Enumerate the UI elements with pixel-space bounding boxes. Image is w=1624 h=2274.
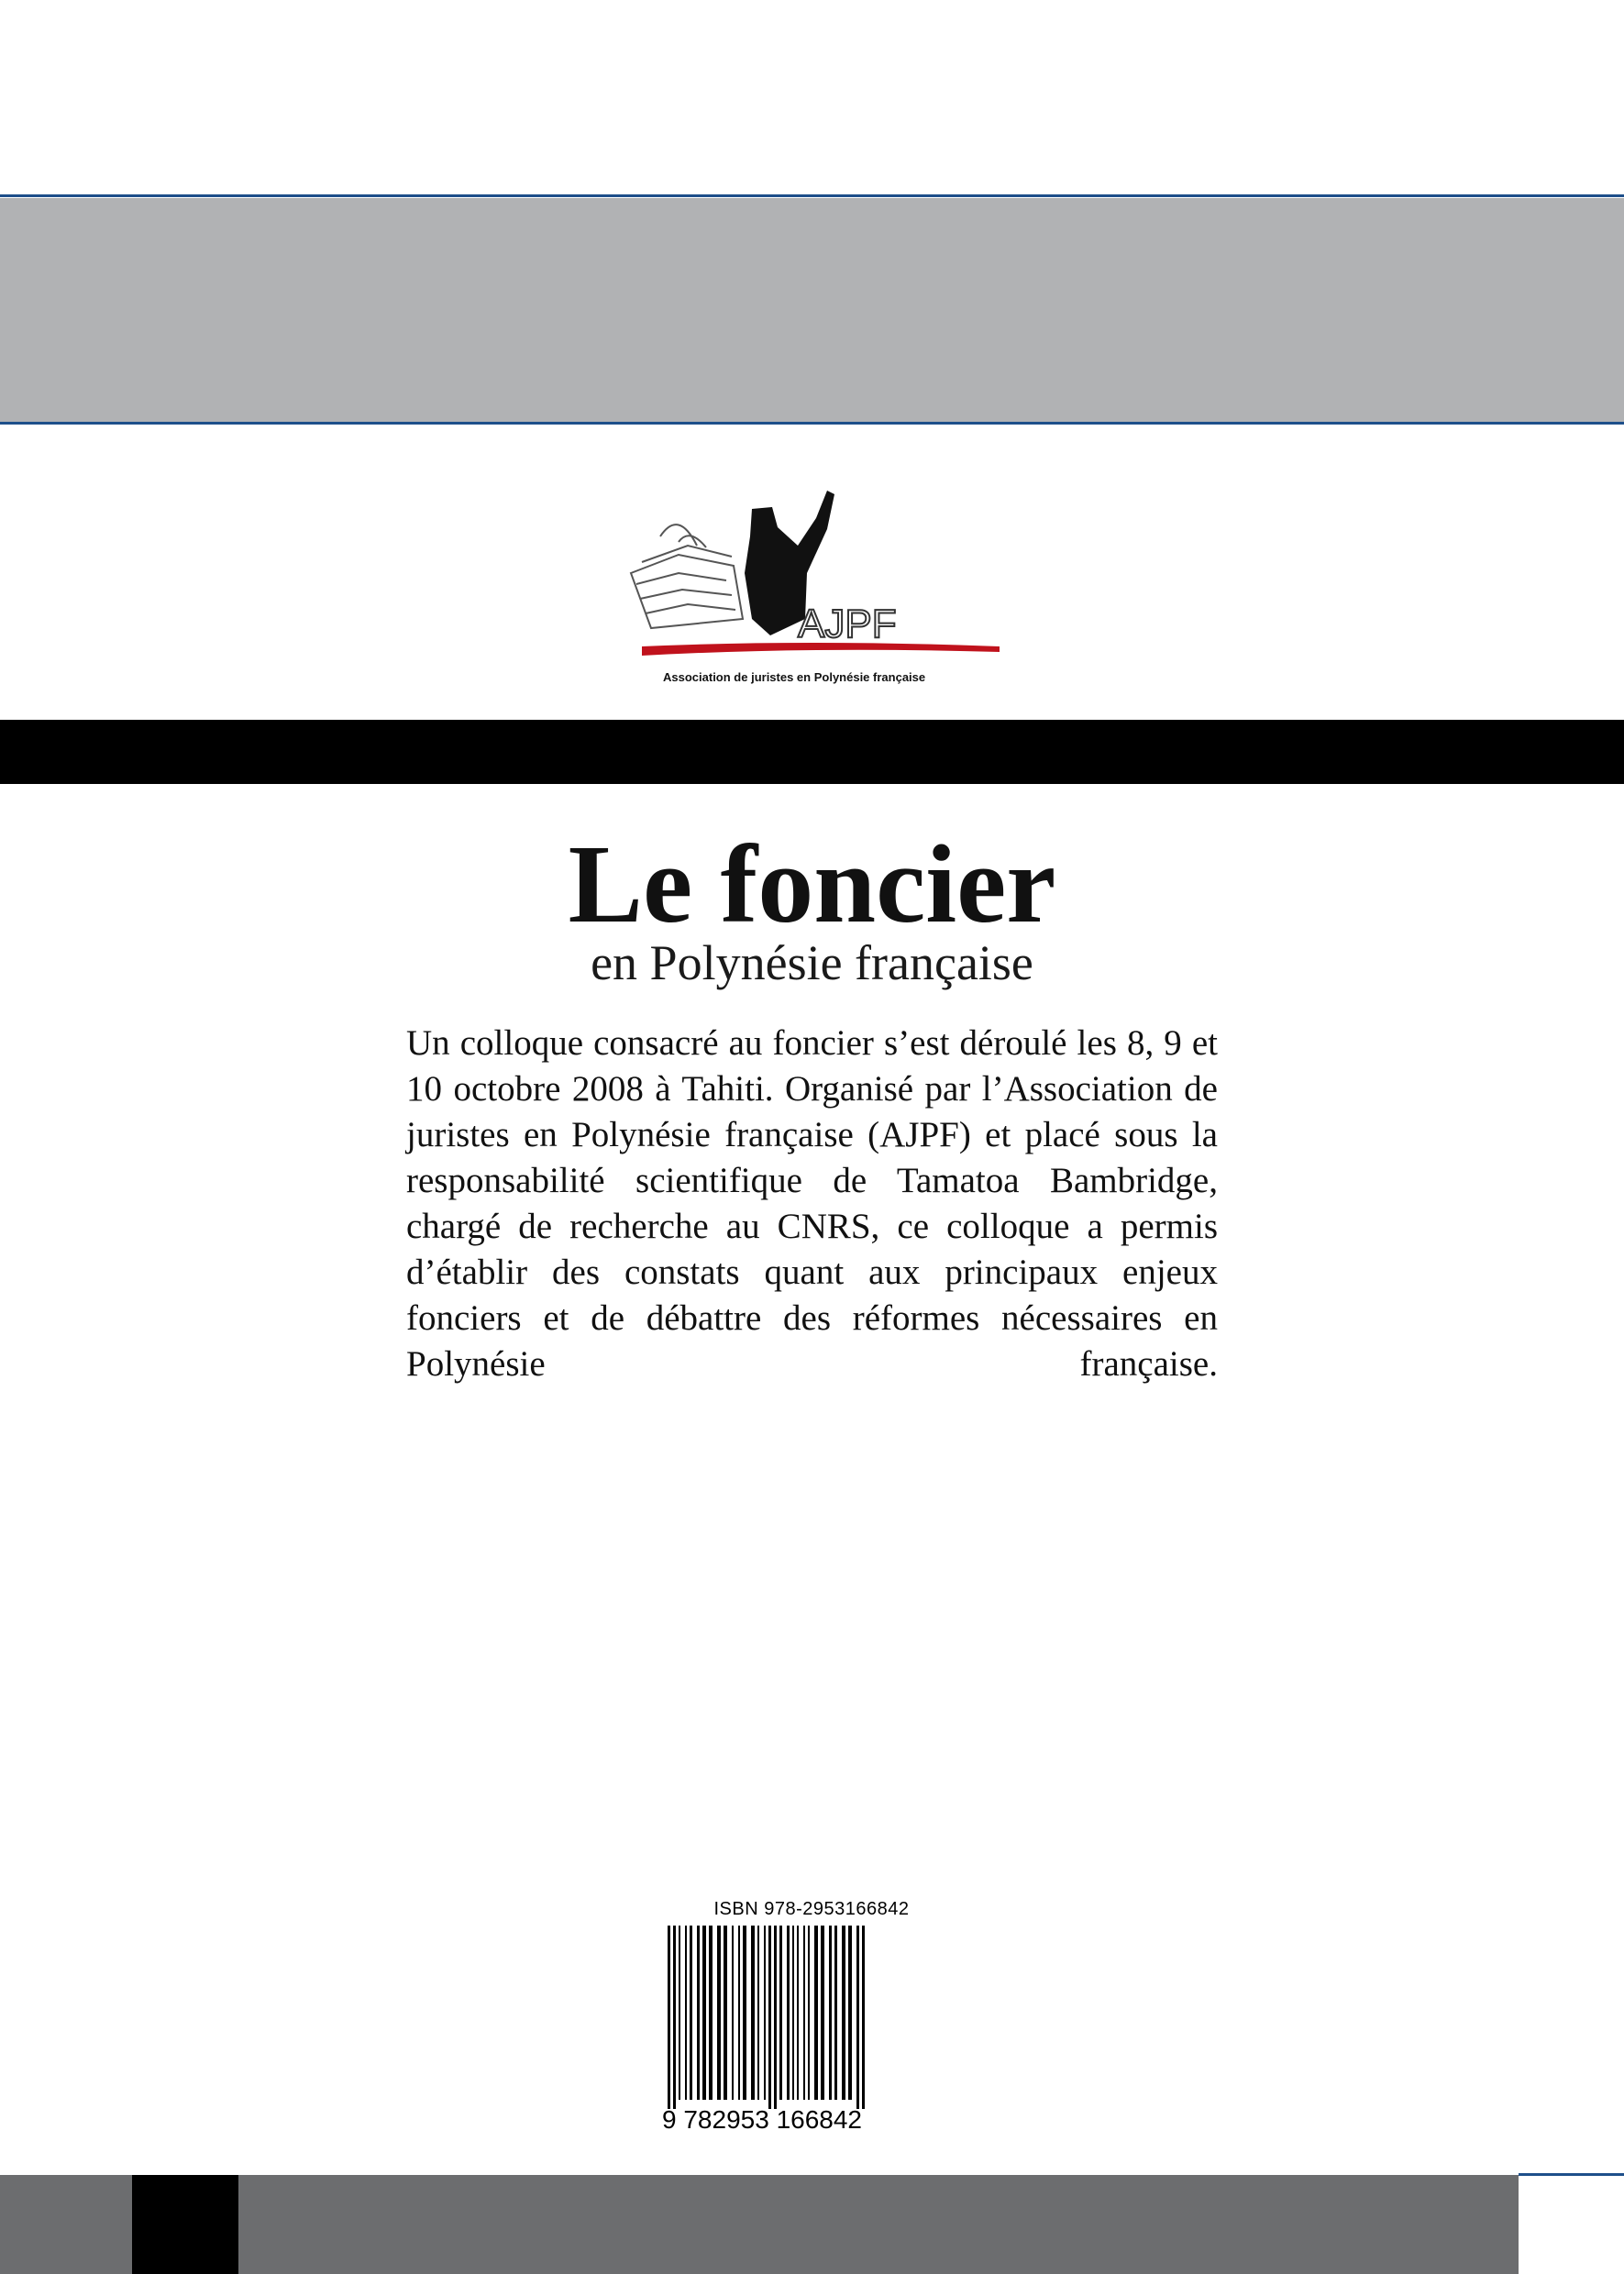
barcode-bar xyxy=(768,1926,771,2109)
barcode-bar xyxy=(779,1926,782,2100)
barcode-bar xyxy=(792,1926,794,2100)
barcode-bar xyxy=(814,1926,818,2100)
book-title: Le foncier xyxy=(568,822,1056,946)
barcode-bar xyxy=(821,1926,824,2100)
barcode-bar xyxy=(751,1926,755,2100)
logo-caption: Association de juristes en Polynésie française xyxy=(663,670,926,684)
barcode-bar xyxy=(702,1926,706,2100)
top-gray-band xyxy=(0,198,1624,422)
logo-letters: AJPF xyxy=(798,602,897,646)
barcode-bar xyxy=(829,1926,832,2100)
barcode-bar xyxy=(724,1926,727,2100)
barcode-bar xyxy=(757,1926,759,2100)
bottom-right-rule xyxy=(1519,2173,1624,2176)
barcode-bar xyxy=(774,1926,777,2109)
barcode-bar xyxy=(787,1926,790,2100)
barcode-bar xyxy=(848,1926,852,2100)
barcode-bar xyxy=(808,1926,810,2100)
barcode-bar xyxy=(842,1926,845,2100)
ajpf-logo xyxy=(624,481,1018,692)
isbn-label: ISBN 978-2953166842 xyxy=(713,1899,910,1919)
barcode-bars xyxy=(662,1926,937,2109)
barcode-bar xyxy=(673,1926,676,2109)
barcode-bar xyxy=(732,1926,734,2100)
barcode-bar xyxy=(834,1926,837,2100)
barcode-bar xyxy=(743,1926,746,2100)
barcode-bar xyxy=(717,1926,721,2100)
bottom-black-block xyxy=(132,2175,238,2274)
top-rule xyxy=(0,194,1624,197)
top-band-bottom-rule xyxy=(0,422,1624,425)
book-description: Un colloque consacré au foncier s’est déroulé les 8, 9 et 10 octobre 2008 à Tahiti. Organisé par l’Association de juristes en Polynésie française (AJPF) et placé sous la responsabilité scientifique de Tamatoa Bambridge, chargé de recherche au CNRS, ce colloque a permis d’établir des constats quant aux principaux enjeux fonciers et de débattre des réformes nécessaires en Polynésie française. xyxy=(406,1023,1218,1384)
barcode-bar xyxy=(697,1926,700,2100)
barcode-bar xyxy=(690,1926,692,2100)
barcode-bar xyxy=(685,1926,687,2100)
barcode-bar xyxy=(679,1926,680,2100)
barcode-bar xyxy=(764,1926,766,2100)
barcode-bar xyxy=(797,1926,799,2100)
barcode-digits: 9 782953 166842 xyxy=(662,2105,862,2134)
barcode-bar xyxy=(803,1926,805,2100)
barcode-bar xyxy=(856,1926,859,2109)
barcode-bar xyxy=(709,1926,713,2100)
barcode-bar xyxy=(738,1926,740,2100)
book-subtitle: en Polynésie française xyxy=(591,935,1033,990)
ajpf-logo-graphic xyxy=(624,481,1018,692)
barcode xyxy=(662,1926,937,2109)
barcode-bar xyxy=(668,1926,670,2109)
black-band xyxy=(0,720,1624,784)
barcode-bar xyxy=(862,1926,865,2109)
